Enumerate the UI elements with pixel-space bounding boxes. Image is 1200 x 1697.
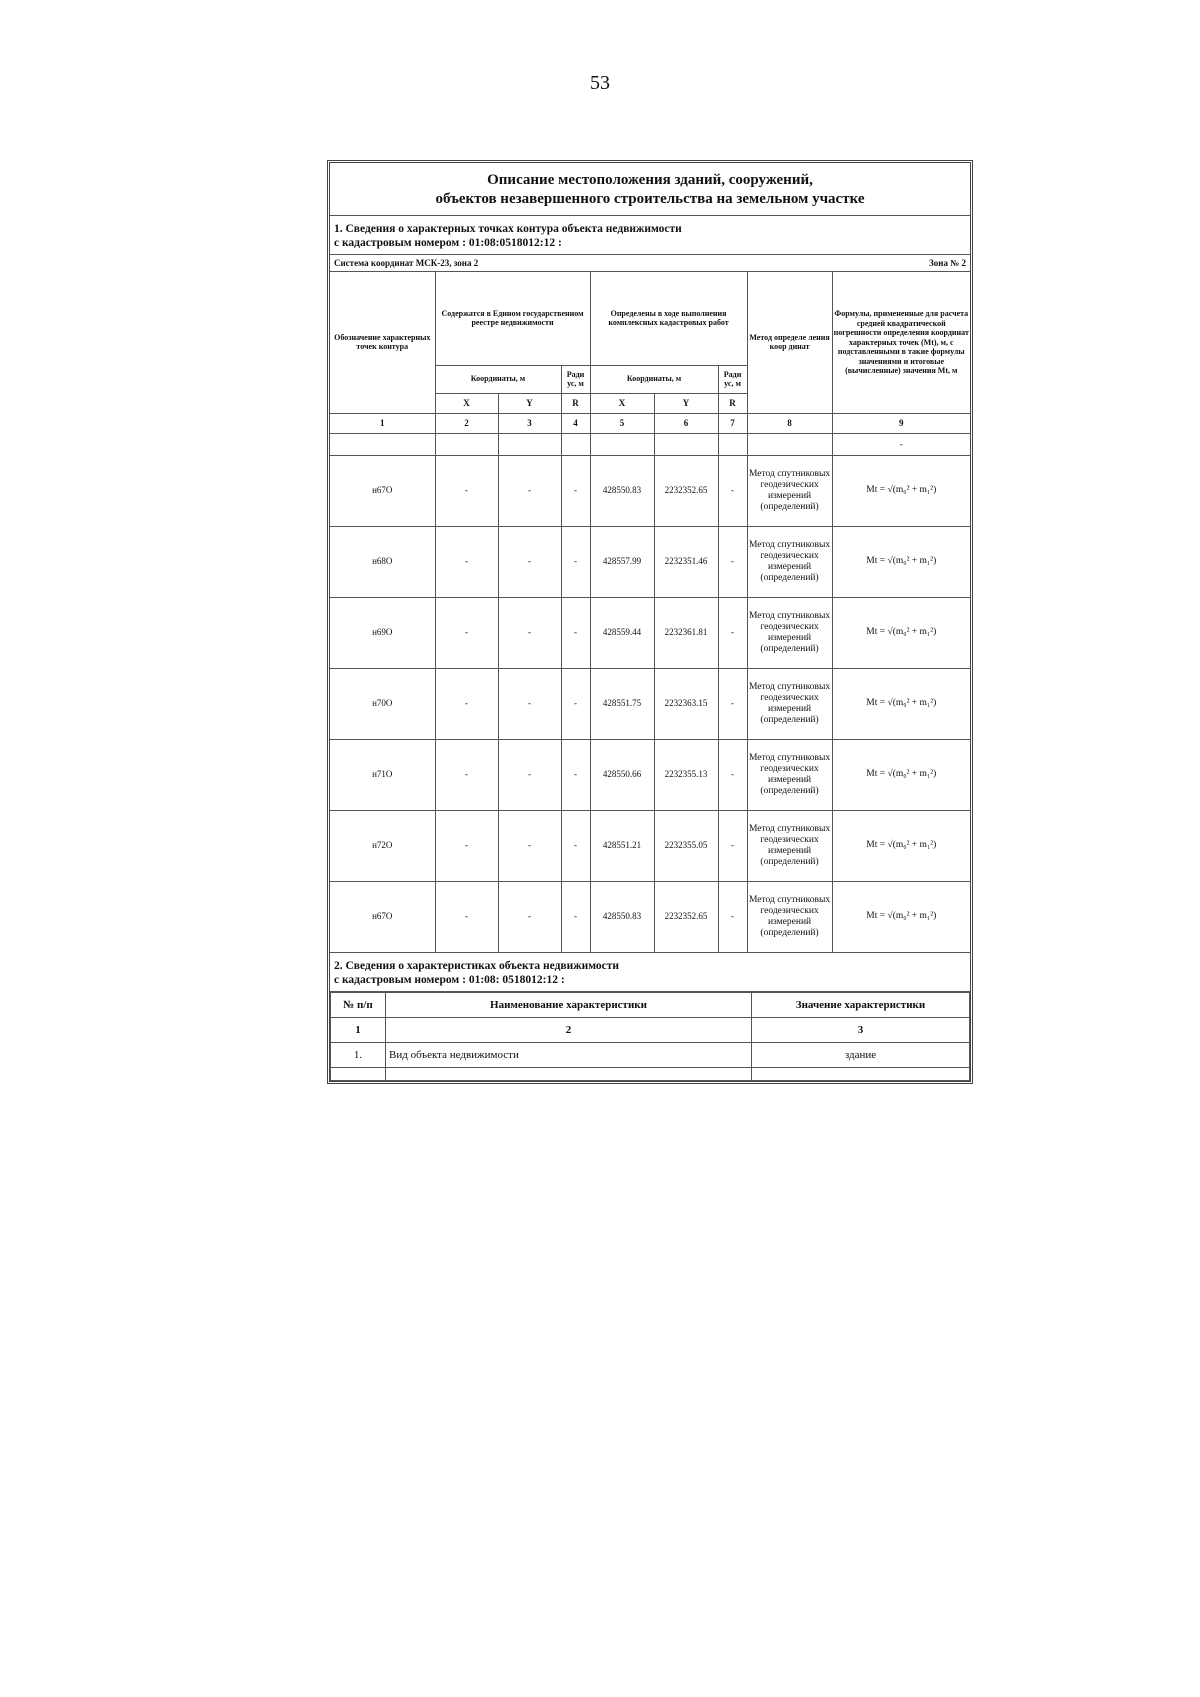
x-complex: 428550.83 — [590, 881, 654, 952]
point-name: н67О — [330, 455, 435, 526]
y-egrn: - — [498, 881, 561, 952]
col-number: 3 — [752, 1018, 970, 1043]
row-num: 1. — [331, 1043, 386, 1068]
document-title — [330, 163, 970, 216]
col-number: 6 — [654, 413, 718, 433]
formula-cell: Mt = √(m₀² + m₁²) — [832, 739, 970, 810]
col-number: 8 — [747, 413, 832, 433]
section-2-heading — [330, 952, 970, 992]
y-egrn: - — [498, 455, 561, 526]
section-2-line-2: с кадастровым номером : 01:08: 0518012:12 : — [334, 974, 565, 986]
title-line-2: объектов незавершенного строительства на земельном участке — [435, 191, 865, 207]
method-cell: Метод спутниковых геодезических измерений (определений) — [747, 668, 832, 739]
y-egrn: - — [498, 526, 561, 597]
col-number: 2 — [435, 413, 498, 433]
zone-label: Зона № 2 — [929, 258, 966, 268]
x-complex: 428550.66 — [590, 739, 654, 810]
y-complex: 2232352.65 — [654, 455, 718, 526]
col-number: 5 — [590, 413, 654, 433]
formula-cell: Mt = √(m₀² + m₁²) — [832, 881, 970, 952]
header-coords-egrn: Координаты, м — [435, 365, 561, 393]
point-name: н67О — [330, 881, 435, 952]
header-name: Наименование характеристики — [386, 993, 752, 1018]
header-coords-complex: Координаты, м — [590, 365, 718, 393]
x-complex: 428557.99 — [590, 526, 654, 597]
row-name: Вид объекта недвижимости — [386, 1043, 752, 1068]
row-value: здание — [752, 1043, 970, 1068]
method-cell: Метод спутниковых геодезических измерений (определений) — [747, 810, 832, 881]
r-complex: - — [718, 526, 747, 597]
x-complex: 428551.75 — [590, 668, 654, 739]
header-y-complex: Y — [654, 393, 718, 413]
x-egrn: - — [435, 739, 498, 810]
col-number: 7 — [718, 413, 747, 433]
method-cell: Метод спутниковых геодезических измерений (определений) — [747, 739, 832, 810]
point-name: н71О — [330, 739, 435, 810]
formula-cell: Mt = √(m₀² + m₁²) — [832, 526, 970, 597]
coord-system: Система координат МСК-23, зона 2 — [334, 258, 479, 268]
y-egrn: - — [498, 597, 561, 668]
r-complex: - — [718, 668, 747, 739]
header-y-egrn: Y — [498, 393, 561, 413]
header-method: Метод определе ления коор динат — [747, 272, 832, 413]
x-egrn: - — [435, 810, 498, 881]
method-cell: Метод спутниковых геодезических измерений (определений) — [747, 597, 832, 668]
method-cell: Метод спутниковых геодезических измерений (определений) — [747, 455, 832, 526]
point-name: н70О — [330, 668, 435, 739]
x-egrn: - — [435, 881, 498, 952]
table-row — [330, 526, 970, 597]
header-x-complex: X — [590, 393, 654, 413]
table-row — [330, 455, 970, 526]
header-complex: Определены в ходе выполнения комплексных кадастровых работ — [590, 272, 747, 365]
point-name: н72О — [330, 810, 435, 881]
section-1-line-1: 1. Сведения о характерных точках контура объекта недвижимости — [334, 223, 682, 235]
x-egrn: - — [435, 526, 498, 597]
r-egrn: - — [561, 668, 590, 739]
section-1-line-2: с кадастровым номером : 01:08:0518012:12 : — [334, 237, 562, 249]
table-row — [330, 810, 970, 881]
header-r-complex: R — [718, 393, 747, 413]
point-name: н69О — [330, 597, 435, 668]
table-row — [330, 739, 970, 810]
empty-row-mark: - — [832, 433, 970, 455]
header-formula: Формулы, примененные для расчета средней квадратической погрешности определения координат характерных точек (Mt), м, с подставленными в такие формулы значениями и итоговые (вычисленные) значения Mt, м — [832, 272, 970, 413]
header-point: Обозначение характерных точек контура — [330, 272, 435, 413]
table-row — [331, 1043, 970, 1068]
r-egrn: - — [561, 739, 590, 810]
header-num: № п/п — [331, 993, 386, 1018]
y-complex: 2232352.65 — [654, 881, 718, 952]
point-name: н68О — [330, 526, 435, 597]
col-number: 1 — [331, 1018, 386, 1043]
y-egrn: - — [498, 739, 561, 810]
header-x-egrn: X — [435, 393, 498, 413]
x-egrn: - — [435, 668, 498, 739]
r-complex: - — [718, 455, 747, 526]
header-r-egrn: R — [561, 393, 590, 413]
col-number: 4 — [561, 413, 590, 433]
y-complex: 2232361.81 — [654, 597, 718, 668]
header-value: Значение характеристики — [752, 993, 970, 1018]
col-number: 2 — [386, 1018, 752, 1043]
y-egrn: - — [498, 668, 561, 739]
section-2-line-1: 2. Сведения о характеристиках объекта недвижимости — [334, 960, 620, 972]
col-number: 3 — [498, 413, 561, 433]
y-complex: 2232355.13 — [654, 739, 718, 810]
r-complex: - — [718, 810, 747, 881]
table-row — [330, 597, 970, 668]
coord-system-row — [330, 255, 970, 272]
y-complex: 2232363.15 — [654, 668, 718, 739]
x-complex: 428551.21 — [590, 810, 654, 881]
r-egrn: - — [561, 455, 590, 526]
points-table — [330, 272, 970, 952]
r-egrn: - — [561, 810, 590, 881]
r-complex: - — [718, 881, 747, 952]
formula-cell: Mt = √(m₀² + m₁²) — [832, 668, 970, 739]
title-line-1: Описание местоположения зданий, сооружений, — [487, 172, 813, 188]
header-radius-egrn: Ради ус, м — [561, 365, 590, 393]
header-egrn: Содержатся в Едином государственном реестре недвижимости — [435, 272, 590, 365]
x-egrn: - — [435, 597, 498, 668]
col-number: 9 — [832, 413, 970, 433]
method-cell: Метод спутниковых геодезических измерений (определений) — [747, 881, 832, 952]
method-cell: Метод спутниковых геодезических измерений (определений) — [747, 526, 832, 597]
document-frame — [327, 160, 973, 1084]
col-number: 1 — [330, 413, 435, 433]
table-row — [330, 881, 970, 952]
empty-row — [330, 433, 970, 455]
header-radius-complex: Ради ус, м — [718, 365, 747, 393]
r-complex: - — [718, 739, 747, 810]
section-1-heading — [330, 216, 970, 255]
y-complex: 2232351.46 — [654, 526, 718, 597]
formula-cell: Mt = √(m₀² + m₁²) — [832, 455, 970, 526]
column-numbers-row — [330, 413, 970, 433]
r-egrn: - — [561, 881, 590, 952]
x-complex: 428559.44 — [590, 597, 654, 668]
characteristics-table — [330, 992, 970, 1081]
table-row — [330, 668, 970, 739]
formula-cell: Mt = √(m₀² + m₁²) — [832, 810, 970, 881]
formula-cell: Mt = √(m₀² + m₁²) — [832, 597, 970, 668]
r-complex: - — [718, 597, 747, 668]
x-egrn: - — [435, 455, 498, 526]
r-egrn: - — [561, 526, 590, 597]
y-complex: 2232355.05 — [654, 810, 718, 881]
y-egrn: - — [498, 810, 561, 881]
page-number: 53 — [590, 72, 610, 94]
x-complex: 428550.83 — [590, 455, 654, 526]
r-egrn: - — [561, 597, 590, 668]
